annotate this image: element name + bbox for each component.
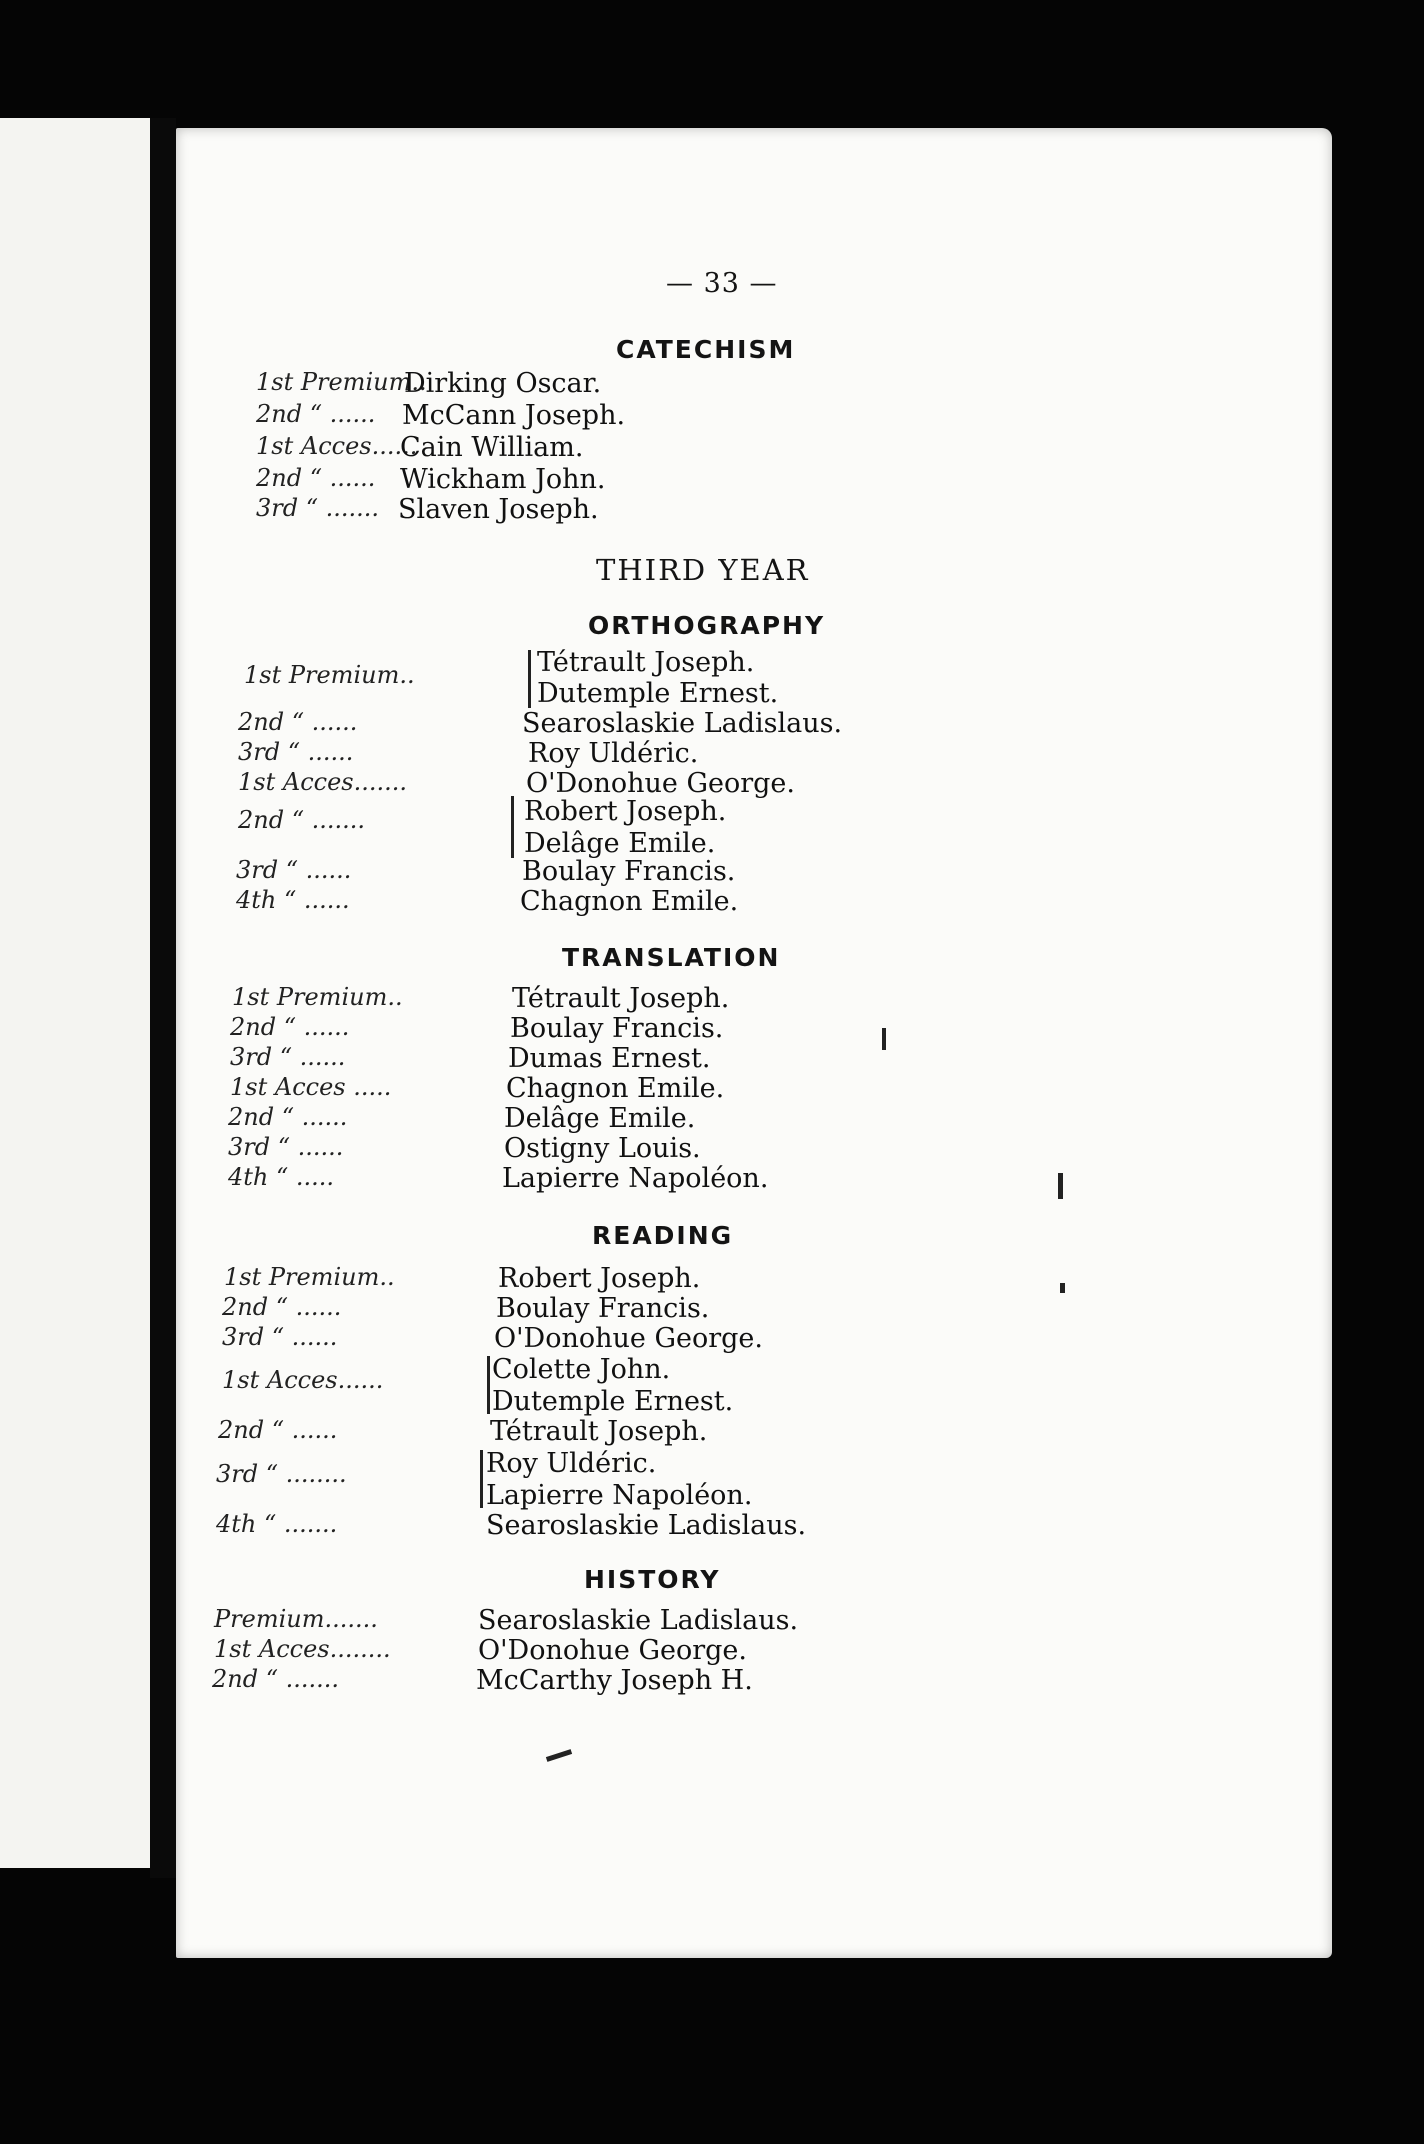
student-name: Cain William. xyxy=(400,432,584,463)
student-name: Searoslaskie Ladislaus. xyxy=(522,708,843,739)
rank-label: 2nd “ ...... xyxy=(256,464,376,492)
student-name: McCarthy Joseph H. xyxy=(476,1665,753,1696)
rank-label: 1st Acces...... xyxy=(222,1366,384,1394)
student-name: Dirking Oscar. xyxy=(404,368,602,399)
rank-label: 1st Acces........ xyxy=(214,1635,391,1663)
student-name: McCann Joseph. xyxy=(402,400,626,431)
rank-label: 2nd “ ...... xyxy=(230,1013,350,1041)
rank-label: 4th “ ...... xyxy=(236,886,350,914)
student-name: Colette John. xyxy=(492,1354,671,1385)
student-name: Ostigny Louis. xyxy=(504,1133,701,1164)
student-name: O'Donohue George. xyxy=(478,1635,747,1666)
page-number: — 33 — xyxy=(666,268,778,299)
rank-label: 3rd “ ...... xyxy=(222,1323,338,1351)
student-name: O'Donohue George. xyxy=(526,768,795,799)
student-name: Chagnon Emile. xyxy=(520,886,739,917)
student-name: Robert Joseph. xyxy=(524,796,727,827)
student-name: Dutemple Ernest. xyxy=(537,678,779,709)
book-page xyxy=(176,128,1332,1958)
ink-mark xyxy=(1060,1283,1065,1293)
bracket-line xyxy=(480,1450,483,1508)
section-heading-history: HISTORY xyxy=(584,1565,721,1594)
rank-label: 3rd “ ...... xyxy=(238,738,354,766)
student-name: Dumas Ernest. xyxy=(508,1043,711,1074)
book-gutter xyxy=(150,118,176,1878)
student-name: Wickham John. xyxy=(400,464,606,495)
ink-mark xyxy=(882,1028,886,1050)
rank-label: 1st Premium.. xyxy=(224,1263,395,1291)
rank-label: 3rd “ ...... xyxy=(228,1133,344,1161)
rank-label: 1st Acces....... xyxy=(238,768,407,796)
student-name: Searoslaskie Ladislaus. xyxy=(486,1510,807,1541)
section-heading-reading: READING xyxy=(592,1221,734,1250)
rank-label: 2nd “ ...... xyxy=(218,1416,338,1444)
student-name: O'Donohue George. xyxy=(494,1323,763,1354)
rank-label: 1st Acces ..... xyxy=(230,1073,392,1101)
student-name: Boulay Francis. xyxy=(496,1293,710,1324)
student-name: Delâge Emile. xyxy=(504,1103,696,1134)
bracket-line xyxy=(511,796,514,858)
rank-label: 2nd “ ....... xyxy=(212,1665,340,1693)
student-name: Chagnon Emile. xyxy=(506,1073,725,1104)
student-name: Slaven Joseph. xyxy=(398,494,599,525)
rank-label: 2nd “ ...... xyxy=(238,708,358,736)
rank-label: 4th “ ..... xyxy=(228,1163,335,1191)
section-heading-catechism: CATECHISM xyxy=(616,335,796,364)
bracket-line xyxy=(528,650,531,708)
rank-label: 3rd “ ...... xyxy=(236,856,352,884)
page-content xyxy=(176,128,1332,1958)
rank-label: 3rd “ ...... xyxy=(230,1043,346,1071)
student-name: Lapierre Napoléon. xyxy=(486,1480,753,1511)
bracket-line xyxy=(487,1356,490,1414)
section-heading-orthography: ORTHOGRAPHY xyxy=(588,611,826,640)
student-name: Tétrault Joseph. xyxy=(512,983,730,1014)
student-name: Searoslaskie Ladislaus. xyxy=(478,1605,799,1636)
facing-page-edge xyxy=(0,118,150,1868)
student-name: Tétrault Joseph. xyxy=(537,647,755,678)
rank-label: 3rd “ ....... xyxy=(256,494,380,522)
ink-mark xyxy=(1058,1173,1063,1199)
rank-label: 1st Acces...... xyxy=(256,432,418,460)
student-name: Boulay Francis. xyxy=(522,856,736,887)
rank-label: 1st Premium.. xyxy=(232,983,403,1011)
rank-label: 1st Premium.. xyxy=(256,368,427,396)
section-heading-translation: TRANSLATION xyxy=(562,943,781,972)
student-name: Tétrault Joseph. xyxy=(490,1416,708,1447)
rank-label: 2nd “ ...... xyxy=(222,1293,342,1321)
student-name: Boulay Francis. xyxy=(510,1013,724,1044)
rank-label: 4th “ ....... xyxy=(216,1510,338,1538)
rank-label: Premium....... xyxy=(214,1605,378,1633)
year-heading: THIRD YEAR xyxy=(596,553,810,587)
student-name: Dutemple Ernest. xyxy=(492,1386,734,1417)
rank-label: 1st Premium.. xyxy=(244,661,415,689)
ink-mark xyxy=(546,1749,572,1762)
student-name: Roy Uldéric. xyxy=(486,1448,657,1479)
student-name: Roy Uldéric. xyxy=(528,738,699,769)
student-name: Robert Joseph. xyxy=(498,1263,701,1294)
rank-label: 2nd “ ...... xyxy=(228,1103,348,1131)
student-name: Lapierre Napoléon. xyxy=(502,1163,769,1194)
rank-label: 2nd “ ...... xyxy=(256,400,376,428)
student-name: Delâge Emile. xyxy=(524,828,716,859)
rank-label: 2nd “ ....... xyxy=(238,806,366,834)
rank-label: 3rd “ ........ xyxy=(216,1460,347,1488)
